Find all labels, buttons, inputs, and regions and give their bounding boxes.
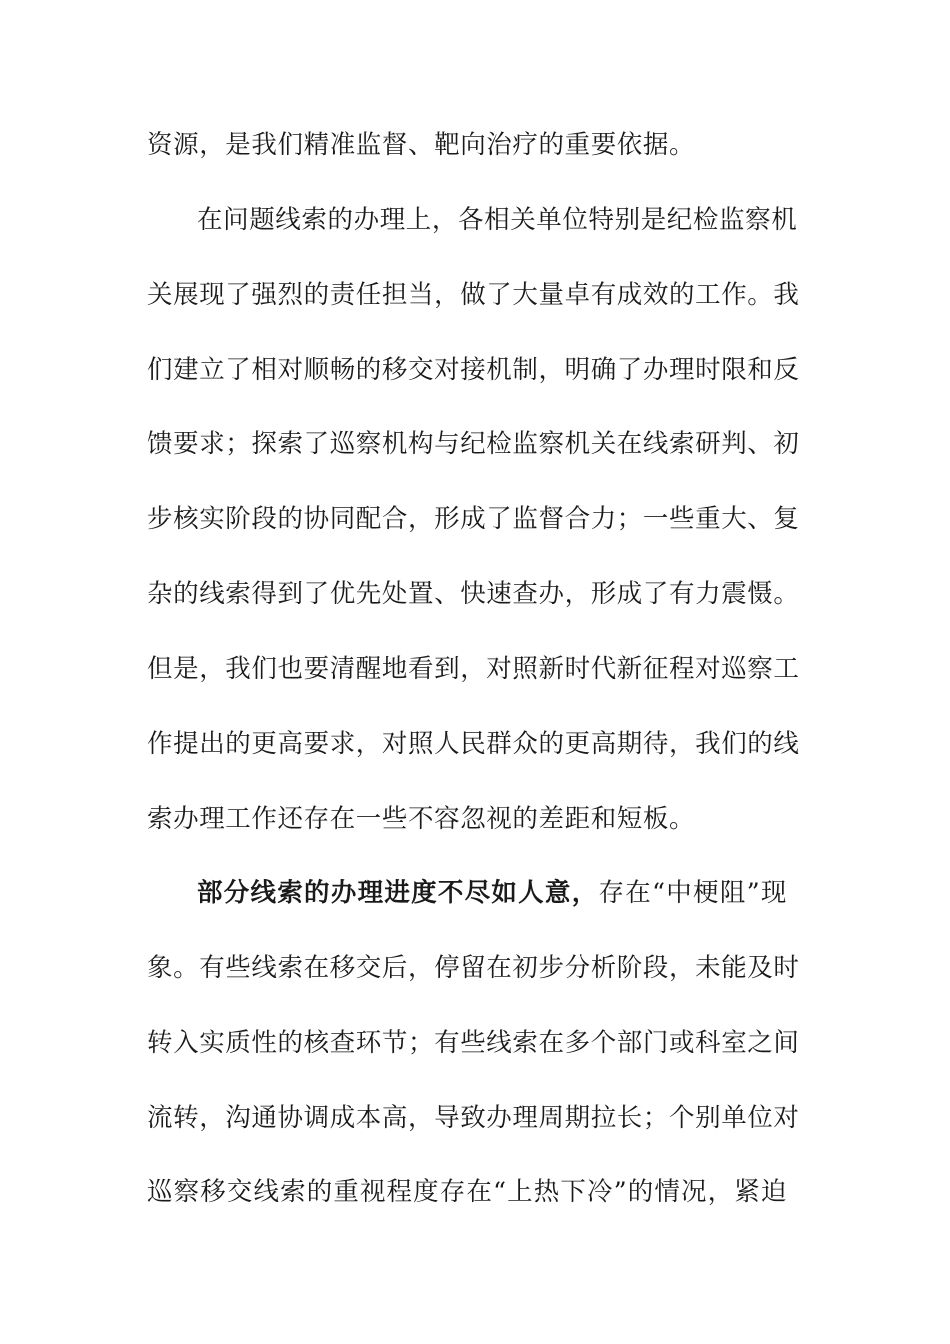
paragraph-3-lead-rest: 存在“中梗阻”现: [598, 878, 787, 908]
paragraph-2-line-7: 但是，我们也要清醒地看到，对照新时代新征程对巡察工: [147, 654, 800, 684]
paragraph-3-line-4: 流转，沟通协调成本高，导致办理周期拉长；个别单位对: [147, 1103, 800, 1133]
paragraph-3-line-2: 象。有些线索在移交后，停留在初步分析阶段，未能及时: [147, 953, 800, 983]
paragraph-2-line-2: 关展现了强烈的责任担当，做了大量卓有成效的工作。我: [147, 280, 800, 310]
paragraph-2-line-1: 在问题线索的办理上，各相关单位特别是纪检监察机: [197, 205, 798, 235]
paragraph-3-line-3: 转入实质性的核查环节；有些线索在多个部门或科室之间: [147, 1028, 800, 1058]
paragraph-2-line-6: 杂的线索得到了优先处置、快速查办，形成了有力震慑。: [147, 579, 800, 609]
paragraph-2-line-8: 作提出的更高要求，对照人民群众的更高期待，我们的线: [147, 729, 800, 759]
paragraph-3-line-1: [197, 873, 787, 913]
paragraph-2-line-3: 们建立了相对顺畅的移交对接机制，明确了办理时限和反: [147, 355, 800, 385]
paragraph-3-bold-lead: 部分线索的办理进度不尽如人意，: [197, 878, 599, 908]
paragraph-1-line-1: 资源，是我们精准监督、靶向治疗的重要依据。: [147, 130, 696, 160]
paragraph-2-line-4: 馈要求；探索了巡察机构与纪检监察机关在线索研判、初: [147, 429, 800, 459]
paragraph-3-line-5: 巡察移交线索的重视程度存在“上热下冷”的情况，紧迫: [147, 1177, 787, 1207]
paragraph-2-line-9: 索办理工作还存在一些不容忽视的差距和短板。: [147, 804, 696, 834]
paragraph-2-line-5: 步核实阶段的协同配合，形成了监督合力；一些重大、复: [147, 504, 800, 534]
